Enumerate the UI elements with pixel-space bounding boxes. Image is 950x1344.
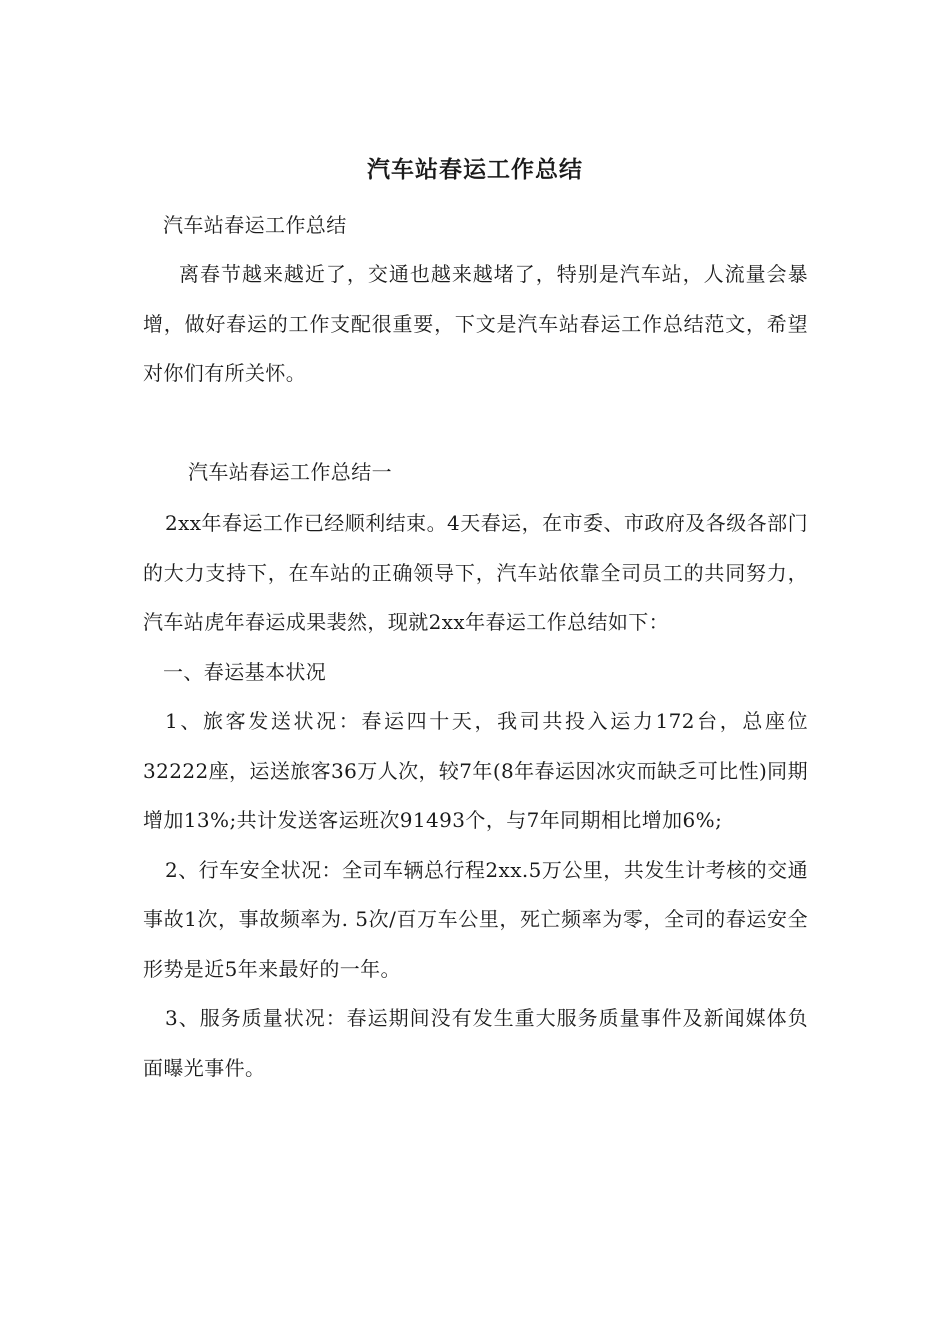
section-title: 汽车站春运工作总结一 xyxy=(188,460,392,484)
intro-text: 离春节越来越近了，交通也越来越堵了，特别是汽车站，人流量会暴增，做好春运的工作支配很重要，下文是汽车站春运工作总结范文，希望对你们有所关怀。 xyxy=(143,262,808,385)
body-paragraph: 2、行车安全状况：全司车辆总行程2xx.5万公里，共发生计考核的交通事故1次，事故频率为. 5次/百万车公里，死亡频率为零，全司的春运安全形势是近5年来最好的一年。 xyxy=(143,857,808,981)
section-heading: 一、春运基本状况 xyxy=(163,659,327,684)
document-subtitle: 汽车站春运工作总结 xyxy=(163,213,347,237)
main-body xyxy=(143,499,808,1093)
document-title: 汽车站春运工作总结 xyxy=(367,157,583,183)
body-paragraph: 3、服务质量状况：春运期间没有发生重大服务质量事件及新闻媒体负面曝光事件。 xyxy=(143,1006,808,1080)
body-paragraph: 2xx年春运工作已经顺利结束。4天春运，在市委、市政府及各级各部门的大力支持下，在车站的正确领导下，汽车站依靠全司员工的共同努力，汽车站虎年春运成果裴然，现就2xx年春运工作总结如下： xyxy=(143,511,808,634)
intro-paragraph xyxy=(143,250,808,399)
body-paragraph: 1、旅客发送状况：春运四十天，我司共投入运力172台，总座位32222座，运送旅客36万人次，较7年(8年春运因冰灾而缺乏可比性)同期增加13%;共计发送客运班次91493个，与7年同期相比增加6%; xyxy=(143,709,808,832)
